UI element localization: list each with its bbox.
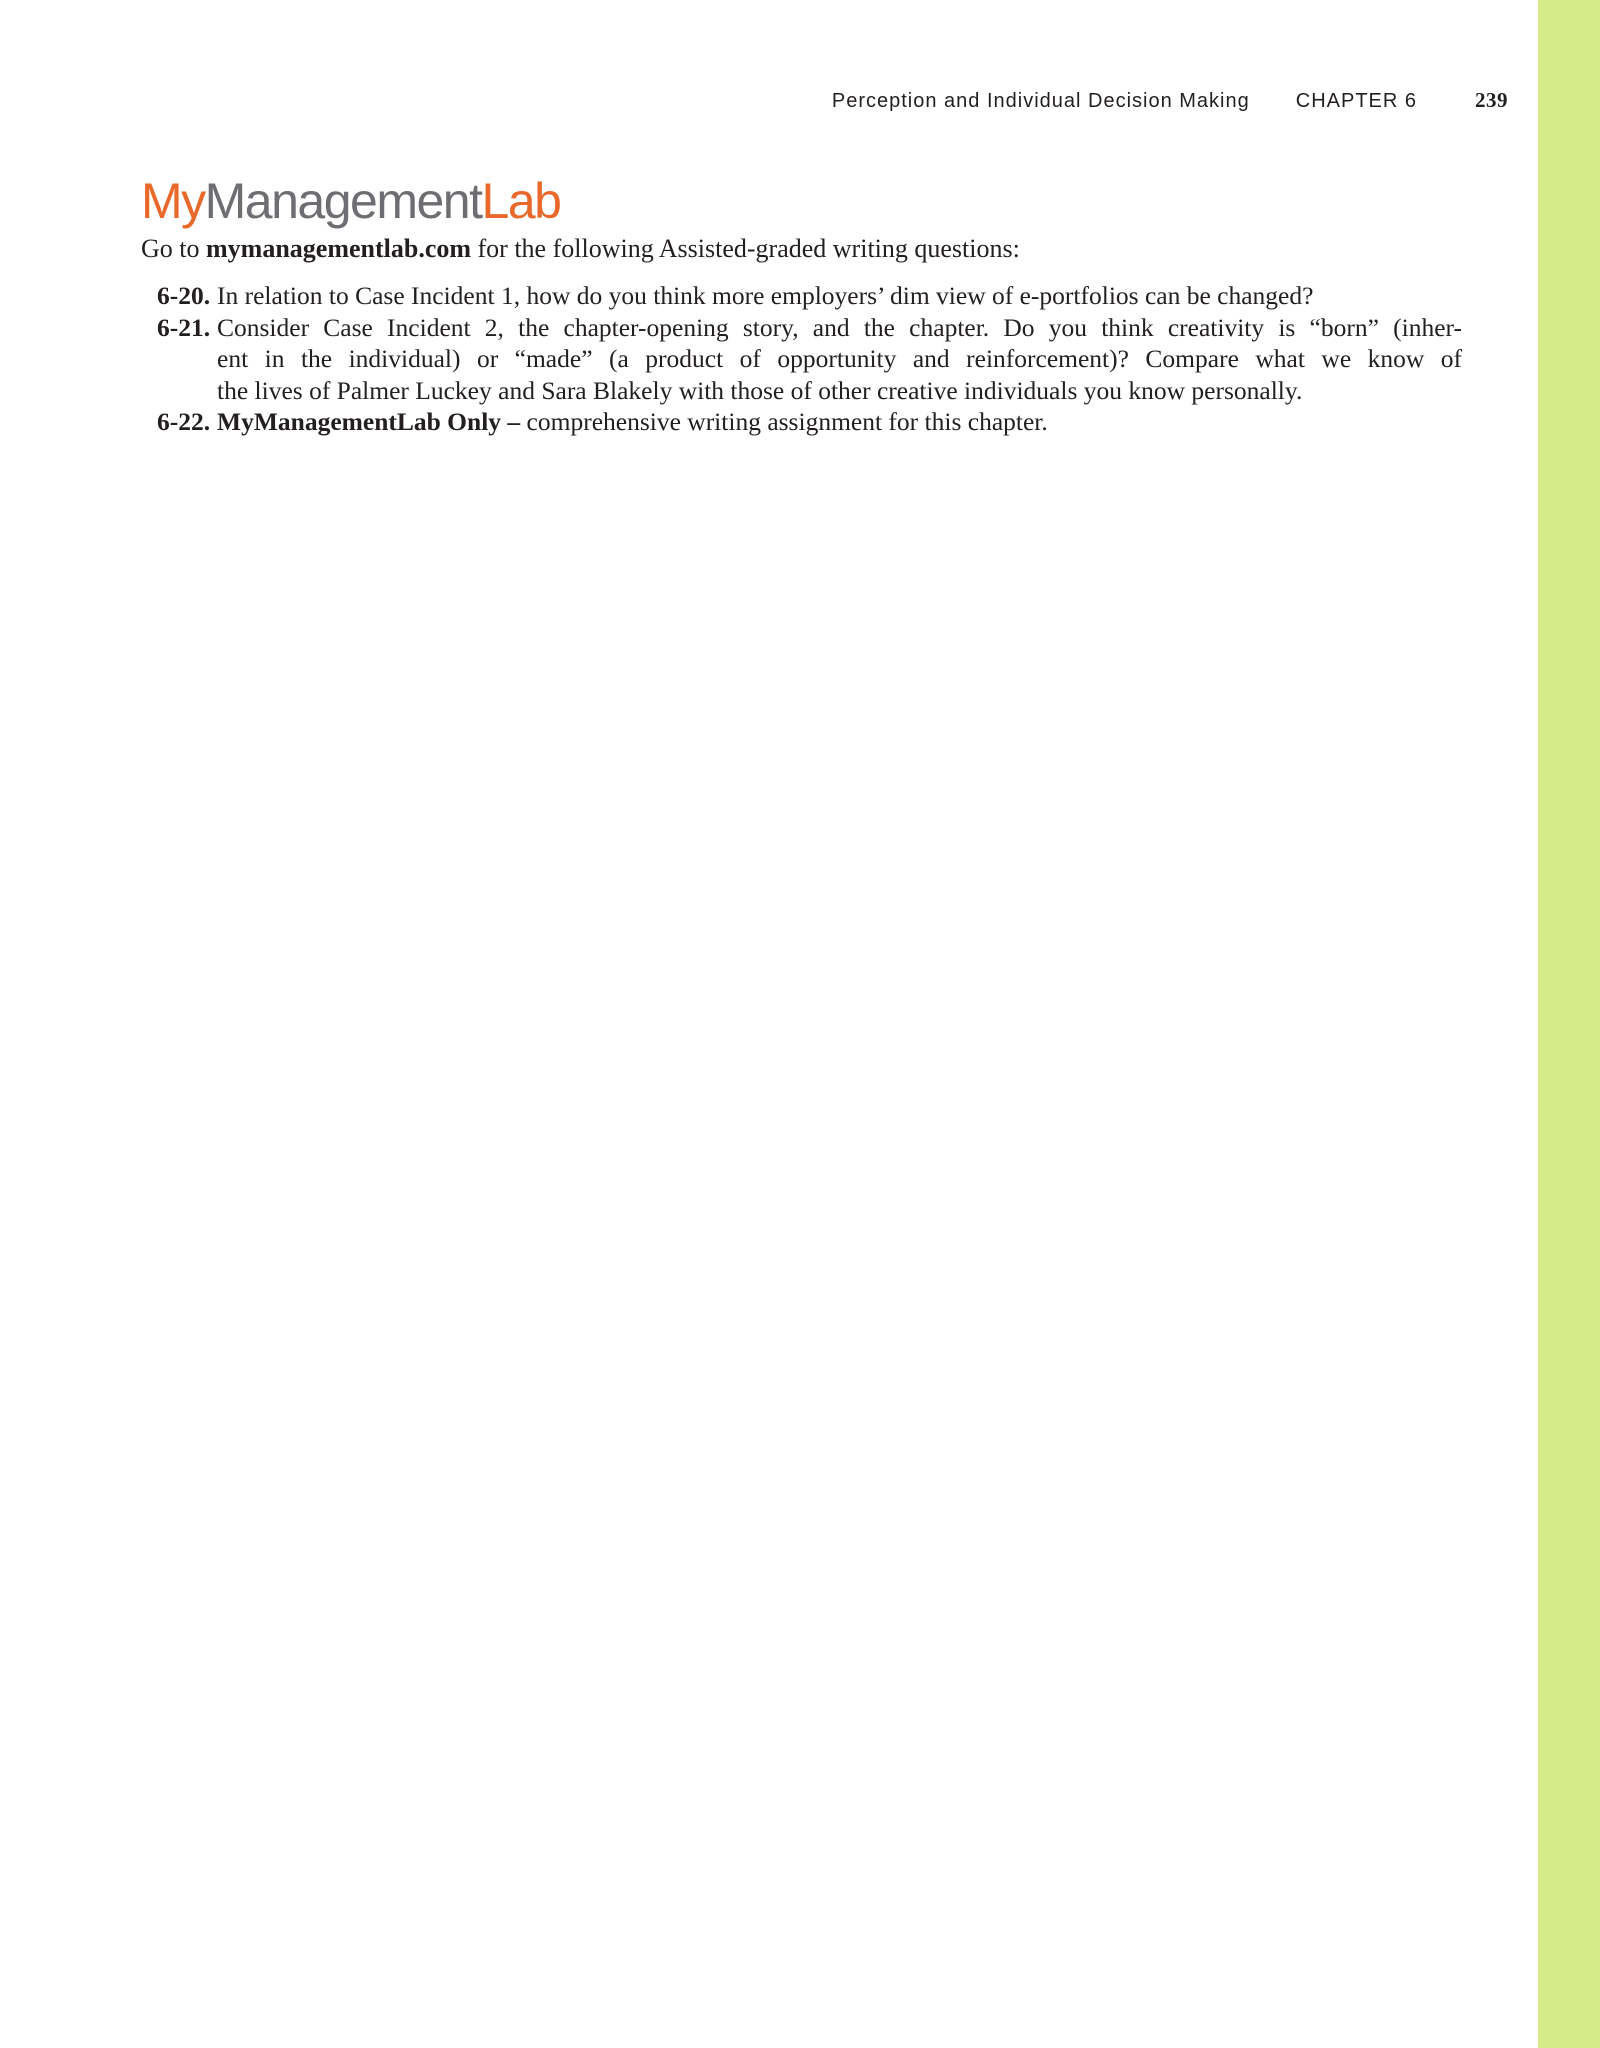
question-number: 6-21. bbox=[157, 312, 211, 342]
question-list bbox=[157, 280, 1462, 438]
question-line: the lives of Palmer Luckey and Sara Blakely with those of other creative individuals you know personally. bbox=[217, 375, 1303, 405]
logo-part-lab: Lab bbox=[481, 173, 561, 229]
side-color-band bbox=[1538, 0, 1600, 2048]
question-line bbox=[217, 406, 1462, 438]
site-link[interactable]: mymanagementlab.com bbox=[206, 234, 472, 263]
question-number: 6-20. bbox=[157, 281, 211, 310]
header-chapter: CHAPTER 6 bbox=[1295, 90, 1417, 112]
question-line: In relation to Case Incident 1, how do you think more employers’ dim view of e-portfolios can be changed? bbox=[217, 281, 1314, 310]
page-number: 239 bbox=[1475, 88, 1508, 112]
intro-text bbox=[141, 234, 1020, 264]
logo-part-my: My bbox=[141, 173, 205, 229]
question-rest: comprehensive writing assignment for this chapter. bbox=[520, 407, 1048, 436]
question-text bbox=[217, 406, 1462, 438]
question-item bbox=[157, 406, 1462, 438]
question-text bbox=[217, 280, 1462, 312]
question-item bbox=[157, 312, 1462, 407]
question-line: Consider Case Incident 2, the chapter-opening story, and the chapter. Do you think creativity is “born” (inher- bbox=[217, 312, 1462, 342]
question-text bbox=[217, 312, 1462, 407]
intro-prefix: Go to bbox=[141, 234, 206, 263]
question-line: ent in the individual) or “made” (a product of opportunity and reinforcement)? Compare what we know of bbox=[217, 344, 1462, 373]
question-item bbox=[157, 280, 1462, 312]
logo-part-management: Management bbox=[204, 173, 482, 229]
question-number: 6-22. bbox=[157, 407, 211, 436]
header-title: Perception and Individual Decision Making bbox=[831, 90, 1250, 112]
running-header bbox=[832, 88, 1508, 113]
mymanagementlab-logo bbox=[141, 173, 561, 229]
intro-suffix: for the following Assisted-graded writing questions: bbox=[471, 234, 1020, 263]
question-bold-lead: MyManagementLab Only – bbox=[217, 407, 521, 436]
